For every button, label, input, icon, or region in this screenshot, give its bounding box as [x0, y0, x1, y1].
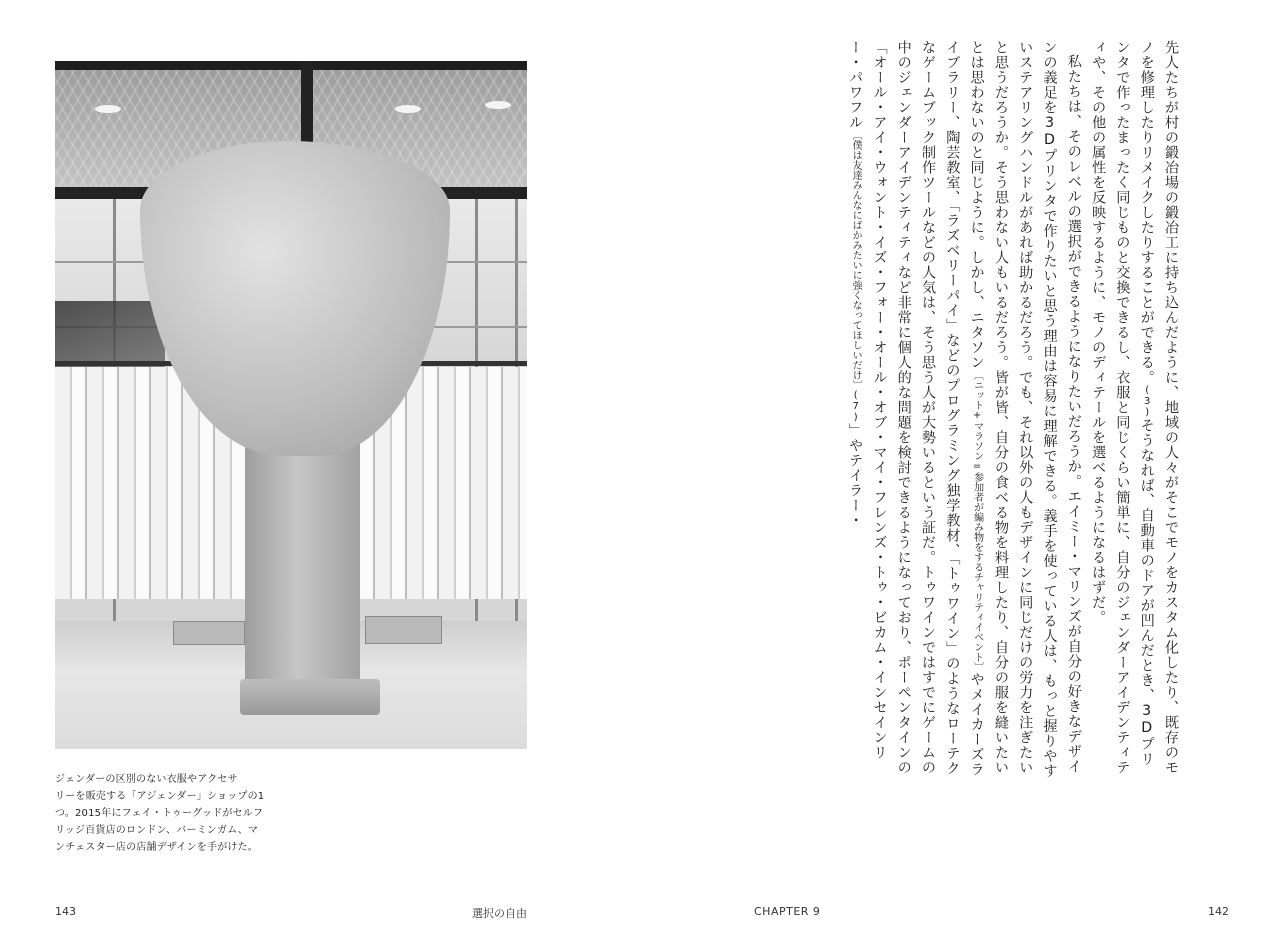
note-reference: (7) — [850, 390, 862, 423]
caption-line: ンチェスター店の店舗デザインを手がけた。 — [55, 842, 258, 853]
caption-line: リーを販売する「アジェンダー」ショップの1 — [55, 791, 265, 802]
translator-note: 〔ニット+マラソン=参加者が編み物をするチャリティイベント〕 — [971, 370, 983, 672]
base-block — [365, 616, 442, 644]
frame-beam — [55, 61, 527, 70]
running-head: CHAPTER 9 — [754, 905, 821, 918]
paragraph-text: 」やテイラー・ — [847, 423, 864, 528]
sculpture-base — [240, 679, 380, 715]
ceiling-light — [95, 105, 121, 113]
paragraph-text: 私たちは、そのレベルの選択ができるようになりたいだろうか。エイミー・マリンズが自分の好きなデザインの義足を3Dプリンタで作りたいと思う理由は容易に理解できる。義手を使っている人は、もっと握りやすいステアリングハンドルがあれば助かるだろう。でも、それ以外の人もデザインに同じだけの労力を注ぎたいと思うだろうか。そう思わない人もいるだろう。皆が皆、自分の食べる物を料理したり、自分の服を縫いたいとは思わないのと同じように。しかし、ニタソン — [968, 40, 1082, 779]
photo-caption — [55, 771, 285, 856]
paragraph-text: 先人たちが村の鍛冶場の鍛冶工に持ち込んだように、地域の人々がそこでモノをカスタム化したり、既存のモノを修理したりリメイクしたりすることができる。 — [1138, 40, 1179, 775]
paragraph-text: そうなれば、自動車のドアが凹んだとき、3Dプリンタで作ったまったく同じものと交換できるし、衣服と同じくらい簡単に、自分のジェンダーアイデンティティや、その他の属性を反映するように、モノのディテールを選べるようになるはずだ。 — [1090, 40, 1155, 775]
body-text — [743, 40, 1183, 780]
base-block — [173, 621, 245, 645]
paragraph-text: やメイカーズライブラリー、陶芸教室、「ラズベリーパイ」などのプログラミング独学教材、「トゥワイン」のようなローテクなゲームブック制作ツールなどの人気は、そう思う人が大勢いるという証だ。トゥワインではすでにゲームの中のジェンダーアイデンティティなど非常に個人的な問題を検討できるようになっており、ポーペンタインの「オール・アイ・ウォント・イズ・フォー・オール・オブ・マイ・フレンズ・トゥ・ビカム・インセインリー・パワフル — [847, 40, 985, 777]
caption-line: リッジ百貨店のロンドン、バーミンガム、マ — [55, 825, 259, 836]
caption-line: つ。2015年にフェイ・トゥーグッドがセルフ — [55, 808, 264, 819]
ceiling-light — [485, 101, 511, 109]
shop-photo — [55, 61, 527, 749]
running-head: 選択の自由 — [472, 907, 527, 920]
paragraph — [843, 40, 1086, 780]
translator-note: 〔僕は友達みんなにばかみたいに強くなってほしいだけ〕 — [850, 130, 862, 390]
page-number: 143 — [55, 905, 76, 918]
right-page — [640, 0, 1280, 940]
note-reference: (3) — [1141, 385, 1153, 418]
paragraph — [1086, 40, 1183, 780]
ceiling-light — [395, 105, 421, 113]
page-number: 142 — [1208, 905, 1229, 918]
caption-line: ジェンダーの区別のない衣服やアクセサ — [55, 774, 238, 785]
